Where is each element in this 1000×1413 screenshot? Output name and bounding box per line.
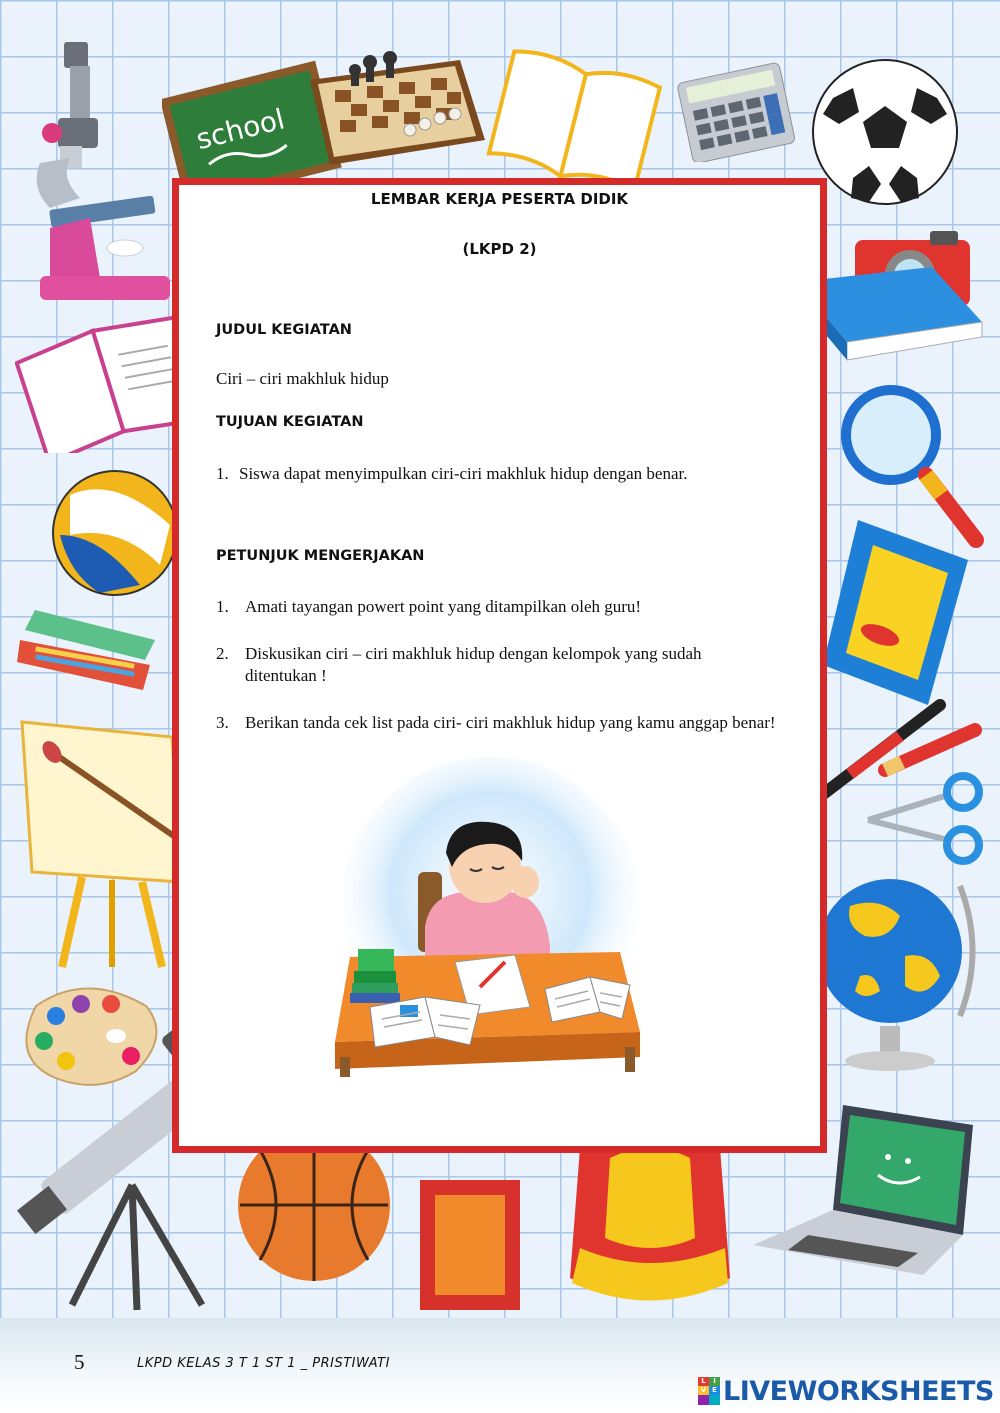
globe-icon [810, 866, 985, 1076]
objective-number: 1. [216, 464, 229, 483]
instruction-text: Amati tayangan powert point yang ditampilkan oleh guru! [245, 597, 642, 616]
objective-text: Siswa dapat menyimpulkan ciri-ciri makhluk hidup dengan benar. [239, 464, 688, 483]
pencil-case-icon [15, 600, 165, 695]
activity-title-heading: JUDUL KEGIATAN [216, 322, 352, 338]
orange-book-icon [410, 1170, 530, 1315]
open-book-icon [480, 48, 670, 188]
svg-text:school: school [192, 102, 288, 157]
liveworksheets-logo-text: LIVEWORKSHEETS [723, 1375, 994, 1407]
scissors-icon [858, 770, 993, 870]
activity-title: Ciri – ciri makhluk hidup [216, 369, 389, 388]
page-number: 5 [74, 1350, 85, 1374]
soccer-ball-icon [803, 58, 968, 206]
microscope-icon [30, 38, 180, 303]
chessboard-icon [290, 40, 490, 165]
worksheet-title: LEMBAR KERJA PESERTA DIDIK [370, 190, 629, 208]
worksheet-code: (LKPD 2) [462, 240, 537, 258]
instructions-heading: PETUNJUK MENGERJAKAN [216, 548, 425, 564]
student-studying-illustration [330, 757, 650, 1077]
instruction-number: 2. [216, 644, 229, 663]
instruction-text: Berikan tanda cek list pada ciri- ciri makhluk hidup yang kamu anggap benar! [245, 713, 776, 732]
objective-heading: TUJUAN KEGIATAN [216, 414, 364, 430]
liveworksheets-logo-icon: L I V E [698, 1377, 720, 1405]
instruction-text: Diskusikan ciri – ciri makhluk hidup dengan kelompok yang sudah ditentukan ! [245, 644, 702, 685]
instruction-number: 1. [216, 597, 229, 616]
calculator-icon [676, 62, 796, 162]
yellow-book-icon [818, 515, 973, 710]
liveworksheets-logo[interactable] [698, 1375, 994, 1407]
footer-caption: LKPD KELAS 3 T 1 ST 1 _ PRISTIWATI [137, 1356, 390, 1371]
volleyball-icon [40, 465, 190, 600]
instruction-number: 3. [216, 713, 229, 732]
